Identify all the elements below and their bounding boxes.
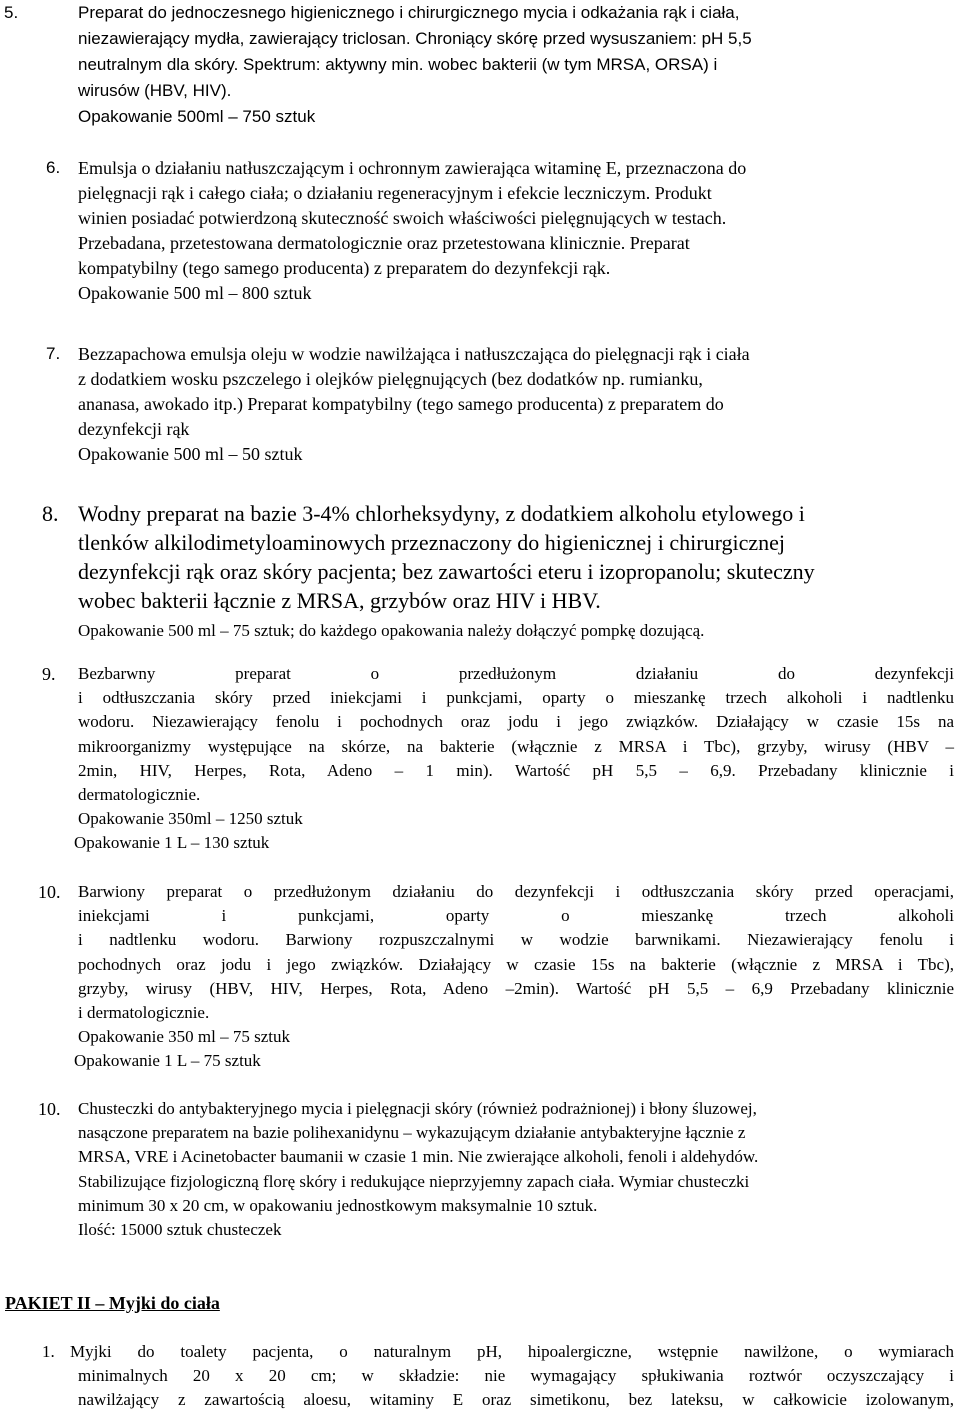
section-heading: PAKIET II – Myjki do ciała <box>5 1293 220 1313</box>
item-text-line: nawilżający z zawartością aloesu, witaminy E oraz simetikonu, bez lateksu, w całkowicie izolowanym, <box>78 1390 954 1410</box>
item-text-line: minimum 30 x 20 cm, w opakowaniu jednostkowym maksymalnie 10 sztuk. <box>78 1195 598 1215</box>
item-text-line: pochodnych oraz jodu i jego związków. Działający w czasie 15s na bakterie (włącznie z MRSA i Tbc), <box>78 954 954 974</box>
item-text-line: Bezbarwny preparat o przedłużonym działaniu do dezynfekcji <box>78 664 954 683</box>
item-text-line: kompatybilny (tego samego producenta) z preparatem do dezynfekcji rąk. <box>78 258 611 278</box>
item-number: 9. <box>42 664 56 684</box>
item-text-line: wodoru. Niezawierający fenolu i pochodnych oraz jodu i jego związków. Działający w czasie 15s na <box>78 712 954 732</box>
item-text-line: wobec bakterii łącznie z MRSA, grzybów oraz HIV i HBV. <box>78 588 601 613</box>
packaging-line: Opakowanie 500 ml – 50 sztuk <box>78 444 303 464</box>
item-text-line: MRSA, VRE i Acinetobacter baumanii w czasie 1 min. Nie zwierające alkoholi, fenoli i aldehydów. <box>78 1147 759 1167</box>
item-text-line: Wodny preparat na bazie 3-4% chlorheksydyny, z dodatkiem alkoholu etylowego i <box>78 501 805 526</box>
packaging-line: Opakowanie 500 ml – 75 sztuk; do każdego opakowania należy dołączyć pompkę dozującą. <box>78 621 705 640</box>
item-number: 5. <box>4 3 19 22</box>
item-number: 7. <box>46 344 61 363</box>
item-text-line: z dodatkiem wosku pszczelego i olejków pielęgnujących (bez dodatków np. rumianku, <box>78 369 703 389</box>
item-text-line: Chusteczki do antybakteryjnego mycia i pielęgnacji skóry (również podrażnionej) i błony śluzowej, <box>78 1099 757 1118</box>
item-text-line: wirusów (HBV, HIV). <box>78 81 232 100</box>
item-text-line: minimalnych 20 x 20 cm; w składzie: nie wymagający spłukiwania roztwór oczyszczający i <box>78 1366 954 1386</box>
packaging-line: Opakowanie 1 L – 75 sztuk <box>74 1051 261 1071</box>
item-text-line: i odtłuszczania skóry przed iniekcjami i punkcjami, oparty o mieszankę trzech alkoholi i nadtlenku <box>78 688 954 708</box>
item-text-line: dermatologicznie. <box>78 785 201 805</box>
item-text-line: Przebadana, przetestowana dermatologicznie oraz przetestowana klinicznie. Preparat <box>78 233 690 253</box>
item-text-line: dezynfekcji rąk oraz skóry pacjenta; bez zawartości eteru i izopropanolu; skuteczny <box>78 559 815 584</box>
item-number: 10. <box>38 1099 61 1119</box>
packaging-line: Opakowanie 500ml – 750 sztuk <box>78 107 316 126</box>
item-number: 10. <box>38 882 61 902</box>
item-text-line: pielęgnacji rąk i całego ciała; o działaniu regeneracyjnym i efekcie leczniczym. Produkt <box>78 183 712 203</box>
item-number: 6. <box>46 158 61 177</box>
item-text-line: i dermatologicznie. <box>78 1003 210 1023</box>
item-text-line: winien posiadać potwierdzoną skuteczność swoich właściwości pielęgnujących w testach. <box>78 208 727 228</box>
packaging-line: Opakowanie 350 ml – 75 sztuk <box>78 1027 290 1047</box>
item-text-line: nasączone preparatem na bazie polihexanidynu – wykazującym działanie antybakteryjne łącznie z <box>78 1123 746 1143</box>
item-text-line: i nadtlenku wodoru. Barwiony rozpuszczalnymi w wodzie barwnikami. Niezawierający fenolu i <box>78 930 954 950</box>
item-text-line: Emulsja o działaniu natłuszczającym i ochronnym zawierająca witaminę E, przeznaczona do <box>78 158 747 178</box>
item-number: 8. <box>42 501 59 526</box>
item-text-line: iniekcjami i punkcjami, oparty o mieszankę trzech alkoholi <box>78 906 954 926</box>
item-number: 1. <box>42 1342 55 1361</box>
item-text-line: neutralnym dla skóry. Spektrum: aktywny min. wobec bakterii (w tym MRSA, ORSA) i <box>78 55 718 74</box>
item-text-line: Preparat do jednoczesnego higienicznego i chirurgicznego mycia i odkażania rąk i ciała, <box>78 3 740 22</box>
packaging-line: Ilość: 15000 sztuk chusteczek <box>78 1220 282 1240</box>
packaging-line: Opakowanie 350ml – 1250 sztuk <box>78 809 303 829</box>
item-text-line: ananasa, awokado itp.) Preparat kompatybilny (tego samego producenta) z preparatem do <box>78 394 724 414</box>
packaging-line: Opakowanie 500 ml – 800 sztuk <box>78 283 312 303</box>
item-text-line: niezawierający mydła, zawierający triclosan. Chroniący skórę przed wysuszaniem: pH 5,5 <box>78 29 752 48</box>
item-text-line: Myjki do toalety pacjenta, o naturalnym pH, hipoalergiczne, wstępnie nawilżone, o wymiarach <box>70 1342 954 1361</box>
item-text-line: grzyby, wirusy (HBV, HIV, Herpes, Rota, Adeno –2min). Wartość pH 5,5 – 6,9 Przebadany klinicznie <box>78 978 954 998</box>
item-text-line: dezynfekcji rąk <box>78 419 190 439</box>
item-text-line: Barwiony preparat o przedłużonym działaniu do dezynfekcji i odtłuszczania skóry przed operacjami, <box>78 882 954 901</box>
item-text-line: Stabilizujące fizjologiczną florę skóry i redukujące nieprzyjemny zapach ciała. Wymiar chusteczki <box>78 1171 750 1191</box>
item-text-line: Bezzapachowa emulsja oleju w wodzie nawilżająca i natłuszczająca do pielęgnacji rąk i ciała <box>78 344 750 364</box>
packaging-line: Opakowanie 1 L – 130 sztuk <box>74 833 270 853</box>
item-text-line: mikroorganizmy występujące na skórze, na bakterie (włącznie z MRSA i Tbc), grzyby, wirusy (HBV – <box>78 736 954 756</box>
item-text-line: 2min, HIV, Herpes, Rota, Adeno – 1 min). Wartość pH 5,5 – 6,9. Przebadany klinicznie i <box>78 760 954 780</box>
item-text-line: tlenków alkilodimetyloaminowych przeznaczony do higienicznej i chirurgicznej <box>78 530 786 555</box>
